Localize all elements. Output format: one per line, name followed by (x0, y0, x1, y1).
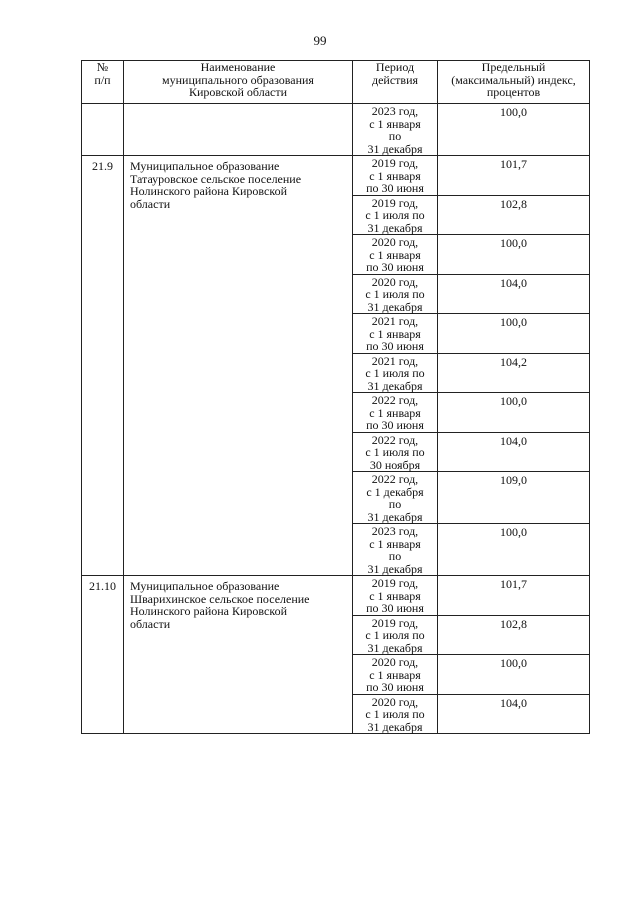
period-line: с 1 июля по (365, 366, 425, 380)
period-line: по 30 июня (366, 601, 424, 615)
header-period: Период действия (353, 61, 438, 104)
index-value: 100,0 (438, 235, 590, 275)
period-line: 2019 год, (371, 576, 419, 590)
period-line: с 1 января (369, 588, 421, 603)
period-line: 2021 год, (371, 353, 419, 368)
period-line: с 1 января (369, 168, 421, 183)
index-value: 104,0 (438, 274, 590, 314)
period-line: с 1 июля по (365, 445, 425, 459)
period-cell (353, 524, 438, 576)
municipality-name-line: Нолинского района Кировской (130, 604, 287, 618)
period-line: по 30 июня (366, 260, 424, 274)
period-line: 2022 год, (371, 393, 419, 407)
period-cell (353, 393, 438, 433)
period-line: с 1 июля по (365, 208, 425, 222)
index-value: 100,0 (438, 524, 590, 576)
period-cell (353, 195, 438, 235)
municipality-name-line: Татауровское сельское поселение (130, 171, 302, 186)
row-number: 21.10 (82, 576, 124, 734)
index-value: 102,8 (438, 615, 590, 655)
period-line: 31 декабря (367, 299, 423, 314)
index-value: 100,0 (438, 655, 590, 695)
period-line: с 1 декабря (366, 484, 424, 499)
municipality-name-line: Муниципальное образование (130, 579, 280, 593)
table-row (82, 576, 590, 616)
page-number: 99 (313, 33, 327, 48)
period-line: 2020 год, (371, 235, 419, 249)
header-num: № п/п (82, 61, 124, 104)
period-line: 31 декабря (367, 141, 423, 156)
period-line: 31 декабря (367, 378, 423, 393)
period-line: 2023 год, (371, 524, 419, 538)
period-line: по (388, 549, 402, 563)
period-line: 2020 год, (371, 274, 419, 289)
period-line: 31 декабря (367, 561, 423, 576)
index-value: 104,0 (438, 694, 590, 734)
period-line: по 30 июня (366, 181, 424, 195)
period-line: 2020 год, (371, 655, 419, 669)
period-cell (353, 314, 438, 354)
municipality-name-line: Муниципальное образование (130, 159, 280, 173)
period-line: 2019 год, (371, 156, 419, 170)
index-value: 109,0 (438, 472, 590, 524)
period-line: 2020 год, (371, 694, 419, 709)
period-cell (353, 235, 438, 275)
period-line: с 1 января (369, 667, 421, 682)
period-line: 30 ноября (369, 457, 421, 472)
period-line: по (388, 497, 402, 511)
period-line: с 1 июля по (365, 628, 425, 642)
period-cell (353, 694, 438, 734)
period-cell (353, 432, 438, 472)
index-value: 102,8 (438, 195, 590, 235)
period-line: 31 декабря (367, 220, 423, 235)
period-line: с 1 января (369, 326, 421, 341)
index-value: 100,0 (438, 393, 590, 433)
municipality-name-line: Шварихинское сельское поселение (130, 591, 310, 606)
index-value: 100,0 (438, 104, 590, 156)
municipality-name (124, 576, 353, 734)
table-body (82, 104, 590, 734)
tariff-index-table (81, 60, 590, 734)
period-cell (353, 104, 438, 156)
period-line: с 1 июля по (365, 707, 425, 721)
period-cell (353, 615, 438, 655)
period-line: с 1 января (369, 405, 421, 420)
header-index: Предельный (максимальный) индекс, процентов (438, 61, 590, 104)
period-line: с 1 января (369, 116, 421, 131)
index-value: 101,7 (438, 156, 590, 196)
period-line: 31 декабря (367, 640, 423, 655)
index-value: 101,7 (438, 576, 590, 616)
period-cell (353, 353, 438, 393)
period-line: 2022 год, (371, 432, 419, 447)
table-row (82, 104, 590, 156)
index-value: 104,0 (438, 432, 590, 472)
table-row (82, 156, 590, 196)
municipality-name (124, 156, 353, 576)
row-number (82, 104, 124, 156)
period-cell (353, 472, 438, 524)
municipality-name-line: Нолинского района Кировской (130, 184, 287, 198)
period-line: по 30 июня (366, 339, 424, 353)
period-cell (353, 274, 438, 314)
period-cell (353, 156, 438, 196)
period-line: 2021 год, (371, 314, 419, 328)
period-line: 2023 год, (371, 104, 419, 118)
period-line: по (388, 129, 402, 143)
period-line: по 30 июня (366, 680, 424, 694)
period-line: 31 декабря (367, 719, 423, 734)
municipality-name (124, 104, 353, 156)
table-header-row (82, 61, 590, 104)
period-line: с 1 июля по (365, 287, 425, 301)
period-line: с 1 января (369, 247, 421, 262)
header-name: Наименование муниципального образования Кировской области (124, 61, 353, 104)
period-cell (353, 655, 438, 695)
period-line: с 1 января (369, 536, 421, 551)
row-number: 21.9 (82, 156, 124, 576)
municipality-name-line: области (130, 196, 171, 211)
period-line: по 30 июня (366, 418, 424, 432)
municipality-name-line: области (130, 616, 171, 631)
period-line: 2019 год, (371, 615, 419, 630)
period-line: 2019 год, (371, 195, 419, 210)
index-value: 104,2 (438, 353, 590, 393)
period-line: 2022 год, (371, 472, 419, 486)
period-cell (353, 576, 438, 616)
index-value: 100,0 (438, 314, 590, 354)
period-line: 31 декабря (367, 509, 423, 524)
